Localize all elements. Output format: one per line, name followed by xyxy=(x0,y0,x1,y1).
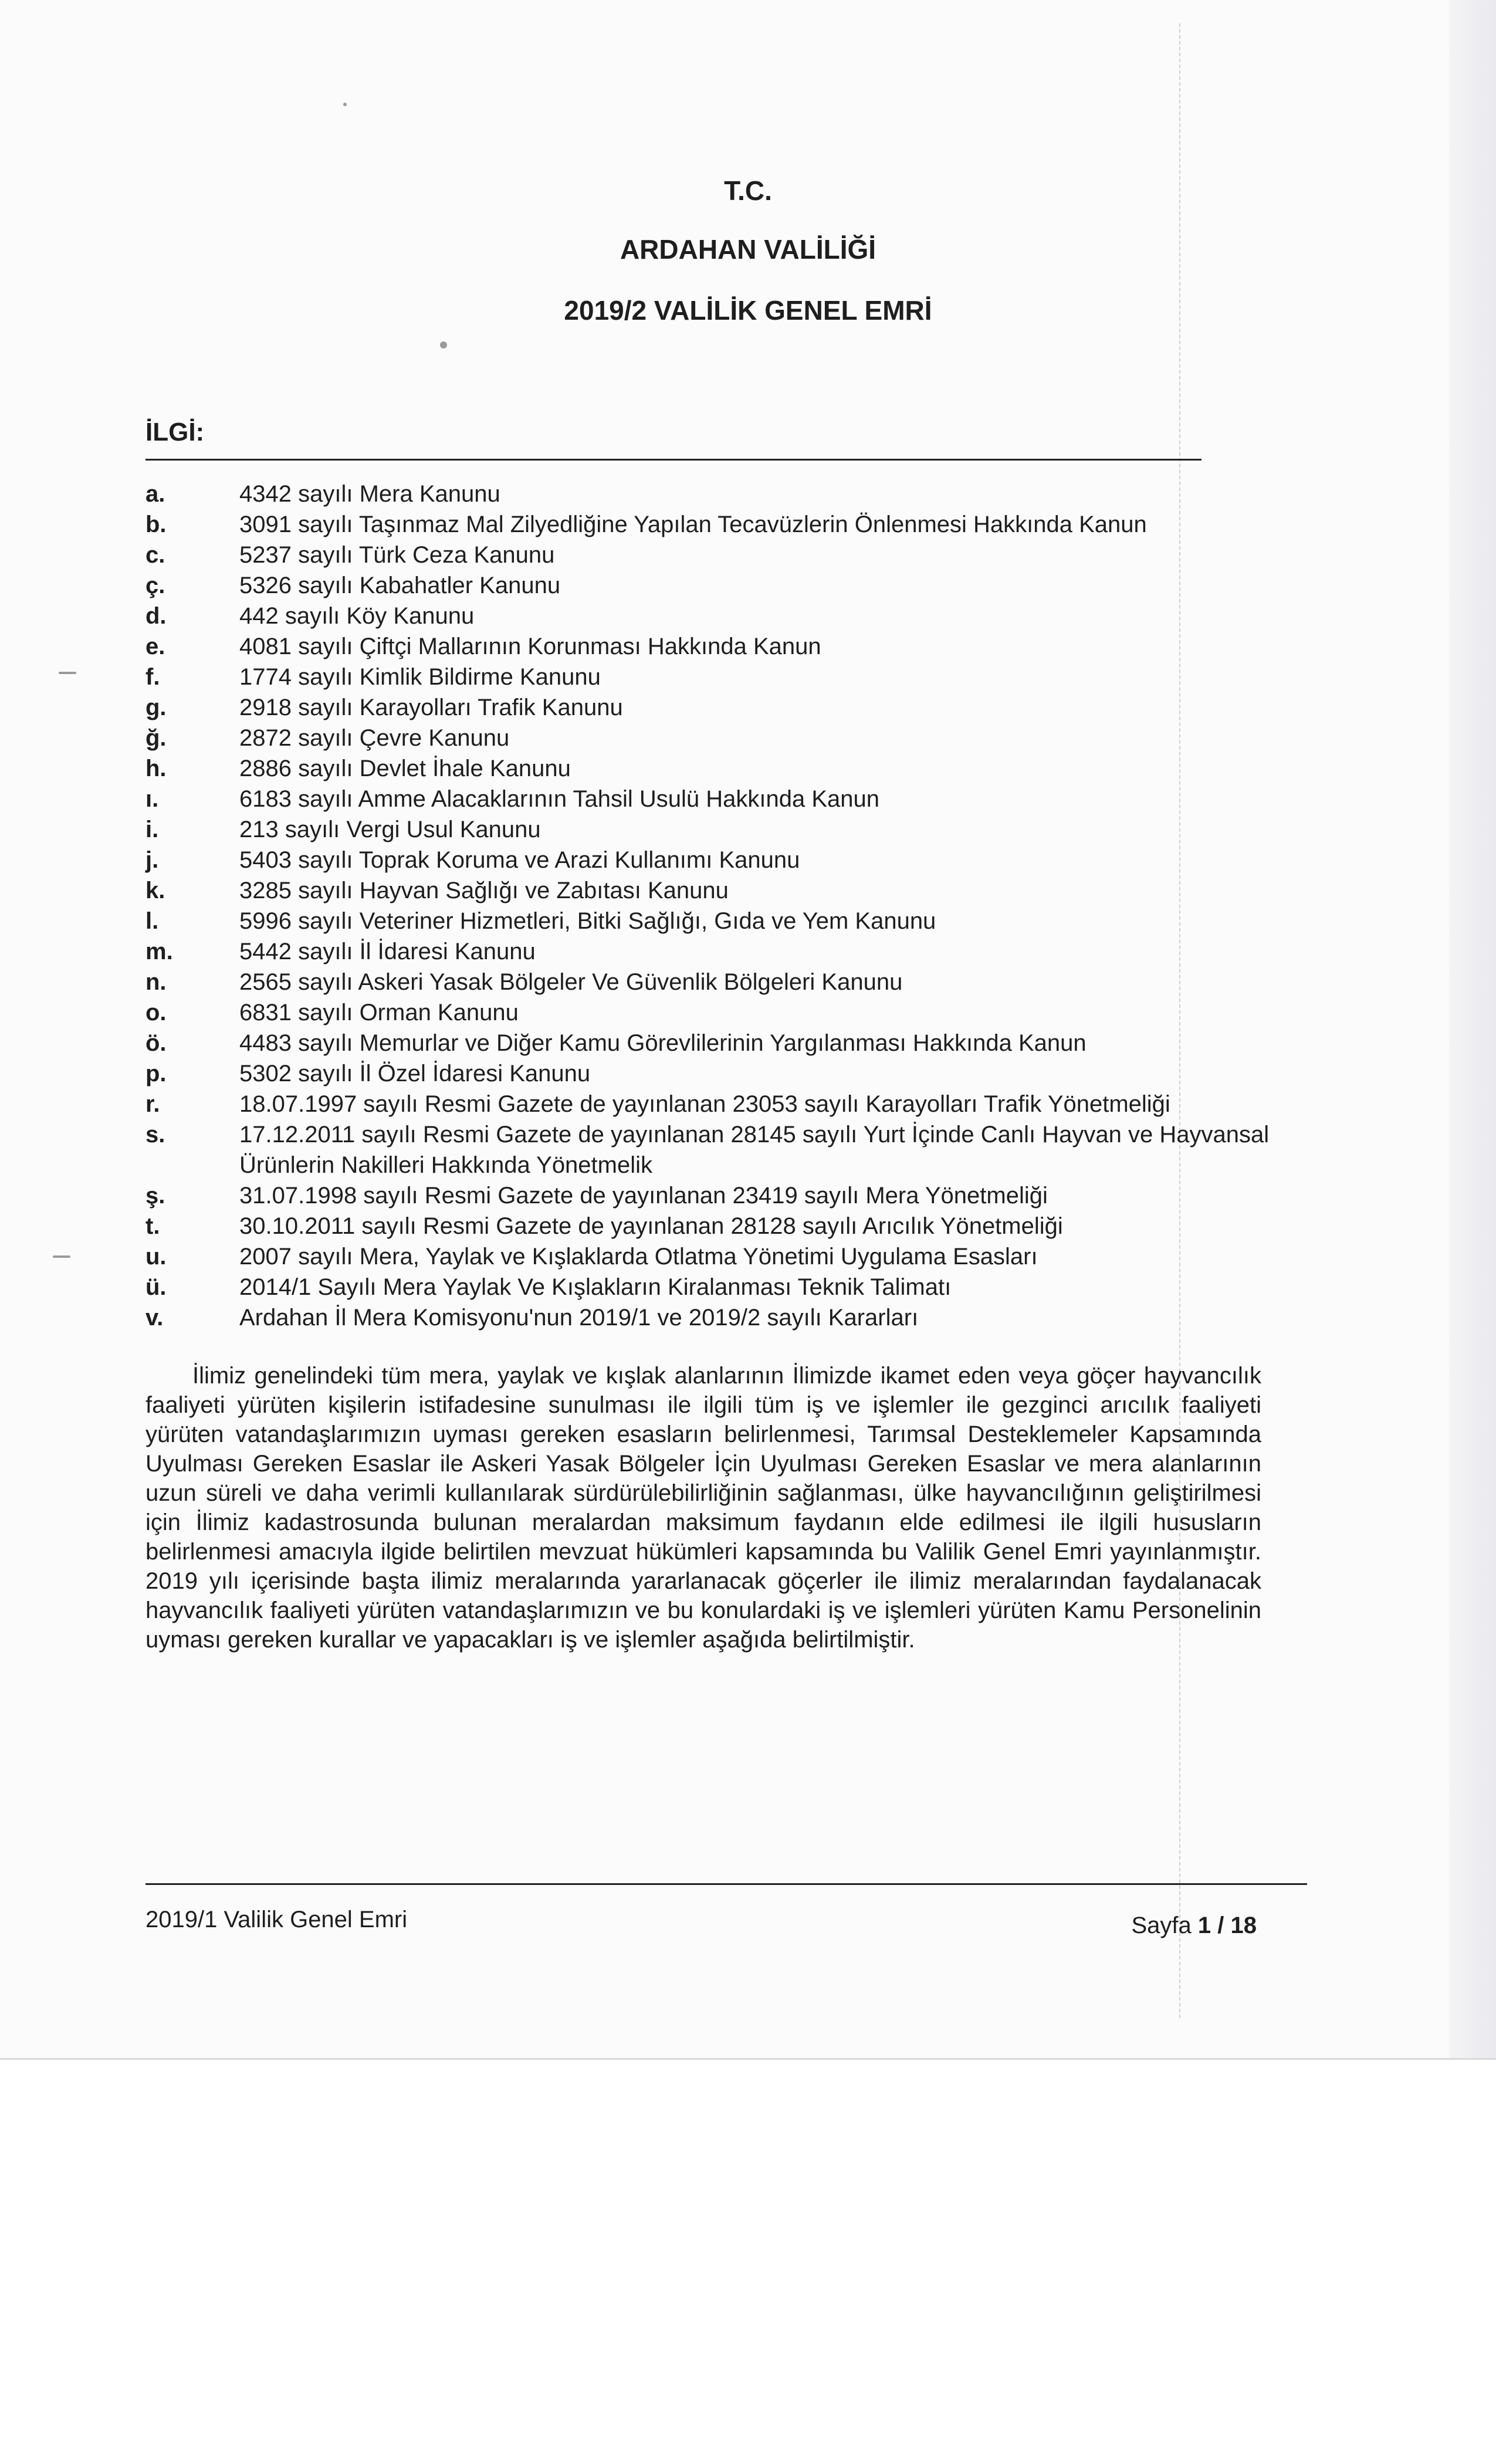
reference-letter: g. xyxy=(145,695,167,720)
reference-item xyxy=(145,570,1307,601)
reference-item xyxy=(145,967,1307,997)
scan-speck xyxy=(343,103,347,106)
reference-text: 5996 sayılı Veteriner Hizmetleri, Bitki Sağlığı, Gıda ve Yem Kanunu xyxy=(239,908,936,934)
reference-letter: ö. xyxy=(145,1030,167,1056)
reference-letter: m. xyxy=(145,939,173,964)
reference-text: 31.07.1998 sayılı Resmi Gazete de yayınlanan 23419 sayılı Mera Yönetmeliği xyxy=(239,1183,1048,1209)
reference-letter: s. xyxy=(145,1122,165,1148)
reference-text: 5237 sayılı Türk Ceza Kanunu xyxy=(239,542,555,568)
intro-paragraph: İlimiz genelindeki tüm mera, yaylak ve kışlak alanlarının İlimizde ikamet eden veya göçer hayvancılık faaliyeti yürüten kişilerin istifadesine sunulması ile ilgili tüm iş ve işlemler ile gezginci arıcılık faaliyeti yürüten vatandaşlarımızın uyması gereken esasların belirlenmesi, Tarımsal Desteklemeler Kapsamında Uyulması Gereken Esaslar ile Askeri Yasak Bölgeler İçin Uyulması Gereken Esaslar ve mera alanlarının uzun süreli ve daha verimli kullanılarak sürdürülebilirliğinin sağlanması, ülke hayvancılığının geliştirilmesi için İlimiz kadastrosunda bulunan meralardan maksimum faydanın elde edilmesi ile ilgili hususların belirlenmesi amacıyla ilgide belirtilen mevzuat hükümleri kapsamında bu Valilik Genel Emri yayınlanmıştır. 2019 yılı içerisinde başta ilimiz meralarında yararlanacak göçerler ile ilimiz meralarından faydalanacak hayvancılık faaliyeti yürüten vatandaşlarımızın ve bu konulardaki iş ve işlemleri yürüten Kamu Personelinin uyması gereken kurallar ve yapacakları iş ve işlemler aşağıda belirtilmiştir. xyxy=(145,1363,1261,1653)
reference-letter: c. xyxy=(145,542,165,568)
reference-item xyxy=(145,631,1307,662)
reference-item xyxy=(145,662,1307,692)
reference-text: 5442 sayılı İl İdaresi Kanunu xyxy=(239,939,536,964)
footer-document-name: 2019/1 Valilik Genel Emri xyxy=(145,1907,408,1932)
reference-letter: o. xyxy=(145,1000,167,1025)
reference-list xyxy=(145,479,1307,1333)
scan-speck xyxy=(53,1255,70,1258)
page-current: 1 xyxy=(1197,1913,1211,1938)
reference-text: 5302 sayılı İl Özel İdaresi Kanunu xyxy=(239,1061,591,1087)
reference-item xyxy=(145,723,1307,753)
reference-item xyxy=(145,1302,1307,1333)
reference-text: 4342 sayılı Mera Kanunu xyxy=(239,481,500,507)
reference-letter: ç. xyxy=(145,573,165,598)
reference-text: 2565 sayılı Askeri Yasak Bölgeler Ve Güvenlik Bölgeleri Kanunu xyxy=(239,969,903,995)
reference-letter: i. xyxy=(145,817,159,842)
reference-letter: k. xyxy=(145,878,165,903)
page-number xyxy=(1131,1913,1257,1939)
reference-letter: e. xyxy=(145,634,165,659)
scan-speck xyxy=(59,672,76,674)
reference-item xyxy=(145,784,1307,814)
reference-item xyxy=(145,906,1307,936)
ilgi-divider xyxy=(145,459,1201,461)
reference-text: 6183 sayılı Amme Alacaklarının Tahsil Usulü Hakkında Kanun xyxy=(239,786,879,812)
reference-item xyxy=(145,1058,1307,1089)
reference-item xyxy=(145,692,1307,723)
reference-letter: v. xyxy=(145,1305,164,1331)
reference-item xyxy=(145,753,1307,784)
reference-item xyxy=(145,1211,1307,1241)
reference-letter: d. xyxy=(145,603,167,629)
reference-item xyxy=(145,1241,1307,1272)
reference-item xyxy=(145,845,1307,875)
reference-item xyxy=(145,1272,1307,1302)
reference-text: 17.12.2011 sayılı Resmi Gazete de yayınlanan 28145 sayılı Yurt İçinde Canlı Hayvan ve Hayvansal Ürünlerin Nakilleri Hakkında Yönetmelik xyxy=(239,1122,1270,1178)
reference-letter: l. xyxy=(145,908,159,934)
reference-item xyxy=(145,540,1307,570)
reference-text: 2886 sayılı Devlet İhale Kanunu xyxy=(239,756,571,781)
reference-text: 5326 sayılı Kabahatler Kanunu xyxy=(239,573,561,598)
reference-text: 213 sayılı Vergi Usul Kanunu xyxy=(239,817,541,842)
reference-text: 4483 sayılı Memurlar ve Diğer Kamu Görevlilerinin Yargılanması Hakkında Kanun xyxy=(239,1030,1087,1056)
reference-text: 4081 sayılı Çiftçi Mallarının Korunması Hakkında Kanun xyxy=(239,634,821,659)
reference-letter: u. xyxy=(145,1244,167,1270)
reference-letter: ü. xyxy=(145,1274,167,1300)
reference-text: 2007 sayılı Mera, Yaylak ve Kışlaklarda Otlatma Yönetimi Uygulama Esasları xyxy=(239,1244,1038,1270)
reference-letter: b. xyxy=(145,512,167,537)
reference-item xyxy=(145,814,1307,845)
reference-item xyxy=(145,1089,1307,1119)
reference-text: 30.10.2011 sayılı Resmi Gazete de yayınlanan 28128 sayılı Arıcılık Yönetmeliği xyxy=(239,1213,1063,1239)
header-institution: ARDAHAN VALİLİĞİ xyxy=(620,234,876,265)
reference-text: Ardahan İl Mera Komisyonu'nun 2019/1 ve 2019/2 sayılı Kararları xyxy=(239,1305,919,1331)
reference-item xyxy=(145,601,1307,631)
reference-letter: p. xyxy=(145,1061,167,1087)
document-title: 2019/2 VALİLİK GENEL EMRİ xyxy=(564,295,932,326)
reference-text: 18.07.1997 sayılı Resmi Gazete de yayınlanan 23053 sayılı Karayolları Trafik Yönetmeliği xyxy=(239,1091,1170,1117)
reference-item xyxy=(145,479,1307,509)
page-separator: / xyxy=(1217,1913,1224,1938)
reference-item xyxy=(145,1180,1307,1211)
reference-letter: f. xyxy=(145,664,160,690)
scan-margin-shadow xyxy=(1449,0,1496,2058)
reference-text: 3091 sayılı Taşınmaz Mal Zilyedliğine Yapılan Tecavüzlerin Önlenmesi Hakkında Kanun xyxy=(239,512,1147,537)
reference-text: 2918 sayılı Karayolları Trafik Kanunu xyxy=(239,695,623,720)
reference-text: 6831 sayılı Orman Kanunu xyxy=(239,1000,519,1025)
reference-letter: ş. xyxy=(145,1183,165,1209)
reference-text: 1774 sayılı Kimlik Bildirme Kanunu xyxy=(239,664,601,690)
page-total: 18 xyxy=(1230,1913,1257,1938)
reference-item xyxy=(145,936,1307,967)
reference-letter: j. xyxy=(145,847,159,873)
reference-item xyxy=(145,997,1307,1028)
reference-letter: ğ. xyxy=(145,725,167,751)
reference-letter: r. xyxy=(145,1091,160,1117)
reference-text: 442 sayılı Köy Kanunu xyxy=(239,603,475,629)
footer-divider xyxy=(145,1883,1307,1885)
reference-letter: t. xyxy=(145,1213,160,1239)
reference-letter: ı. xyxy=(145,786,159,812)
reference-text: 3285 sayılı Hayvan Sağlığı ve Zabıtası Kanunu xyxy=(239,878,729,903)
reference-letter: a. xyxy=(145,481,165,507)
reference-text: 2872 sayılı Çevre Kanunu xyxy=(239,725,510,751)
reference-text: 2014/1 Sayılı Mera Yaylak Ve Kışlakların Kiralanması Teknik Talimatı xyxy=(239,1274,952,1300)
reference-text: 5403 sayılı Toprak Koruma ve Arazi Kullanımı Kanunu xyxy=(239,847,800,873)
reference-letter: n. xyxy=(145,969,167,995)
ilgi-label: İLGİ: xyxy=(145,418,205,446)
page-edge xyxy=(0,2058,1496,2060)
reference-item xyxy=(145,509,1307,540)
header-tc: T.C. xyxy=(724,175,772,206)
reference-item xyxy=(145,1119,1307,1180)
page-word: Sayfa xyxy=(1131,1913,1192,1938)
scan-speck xyxy=(440,341,447,348)
reference-letter: h. xyxy=(145,756,167,781)
reference-item xyxy=(145,875,1307,906)
reference-item xyxy=(145,1028,1307,1058)
